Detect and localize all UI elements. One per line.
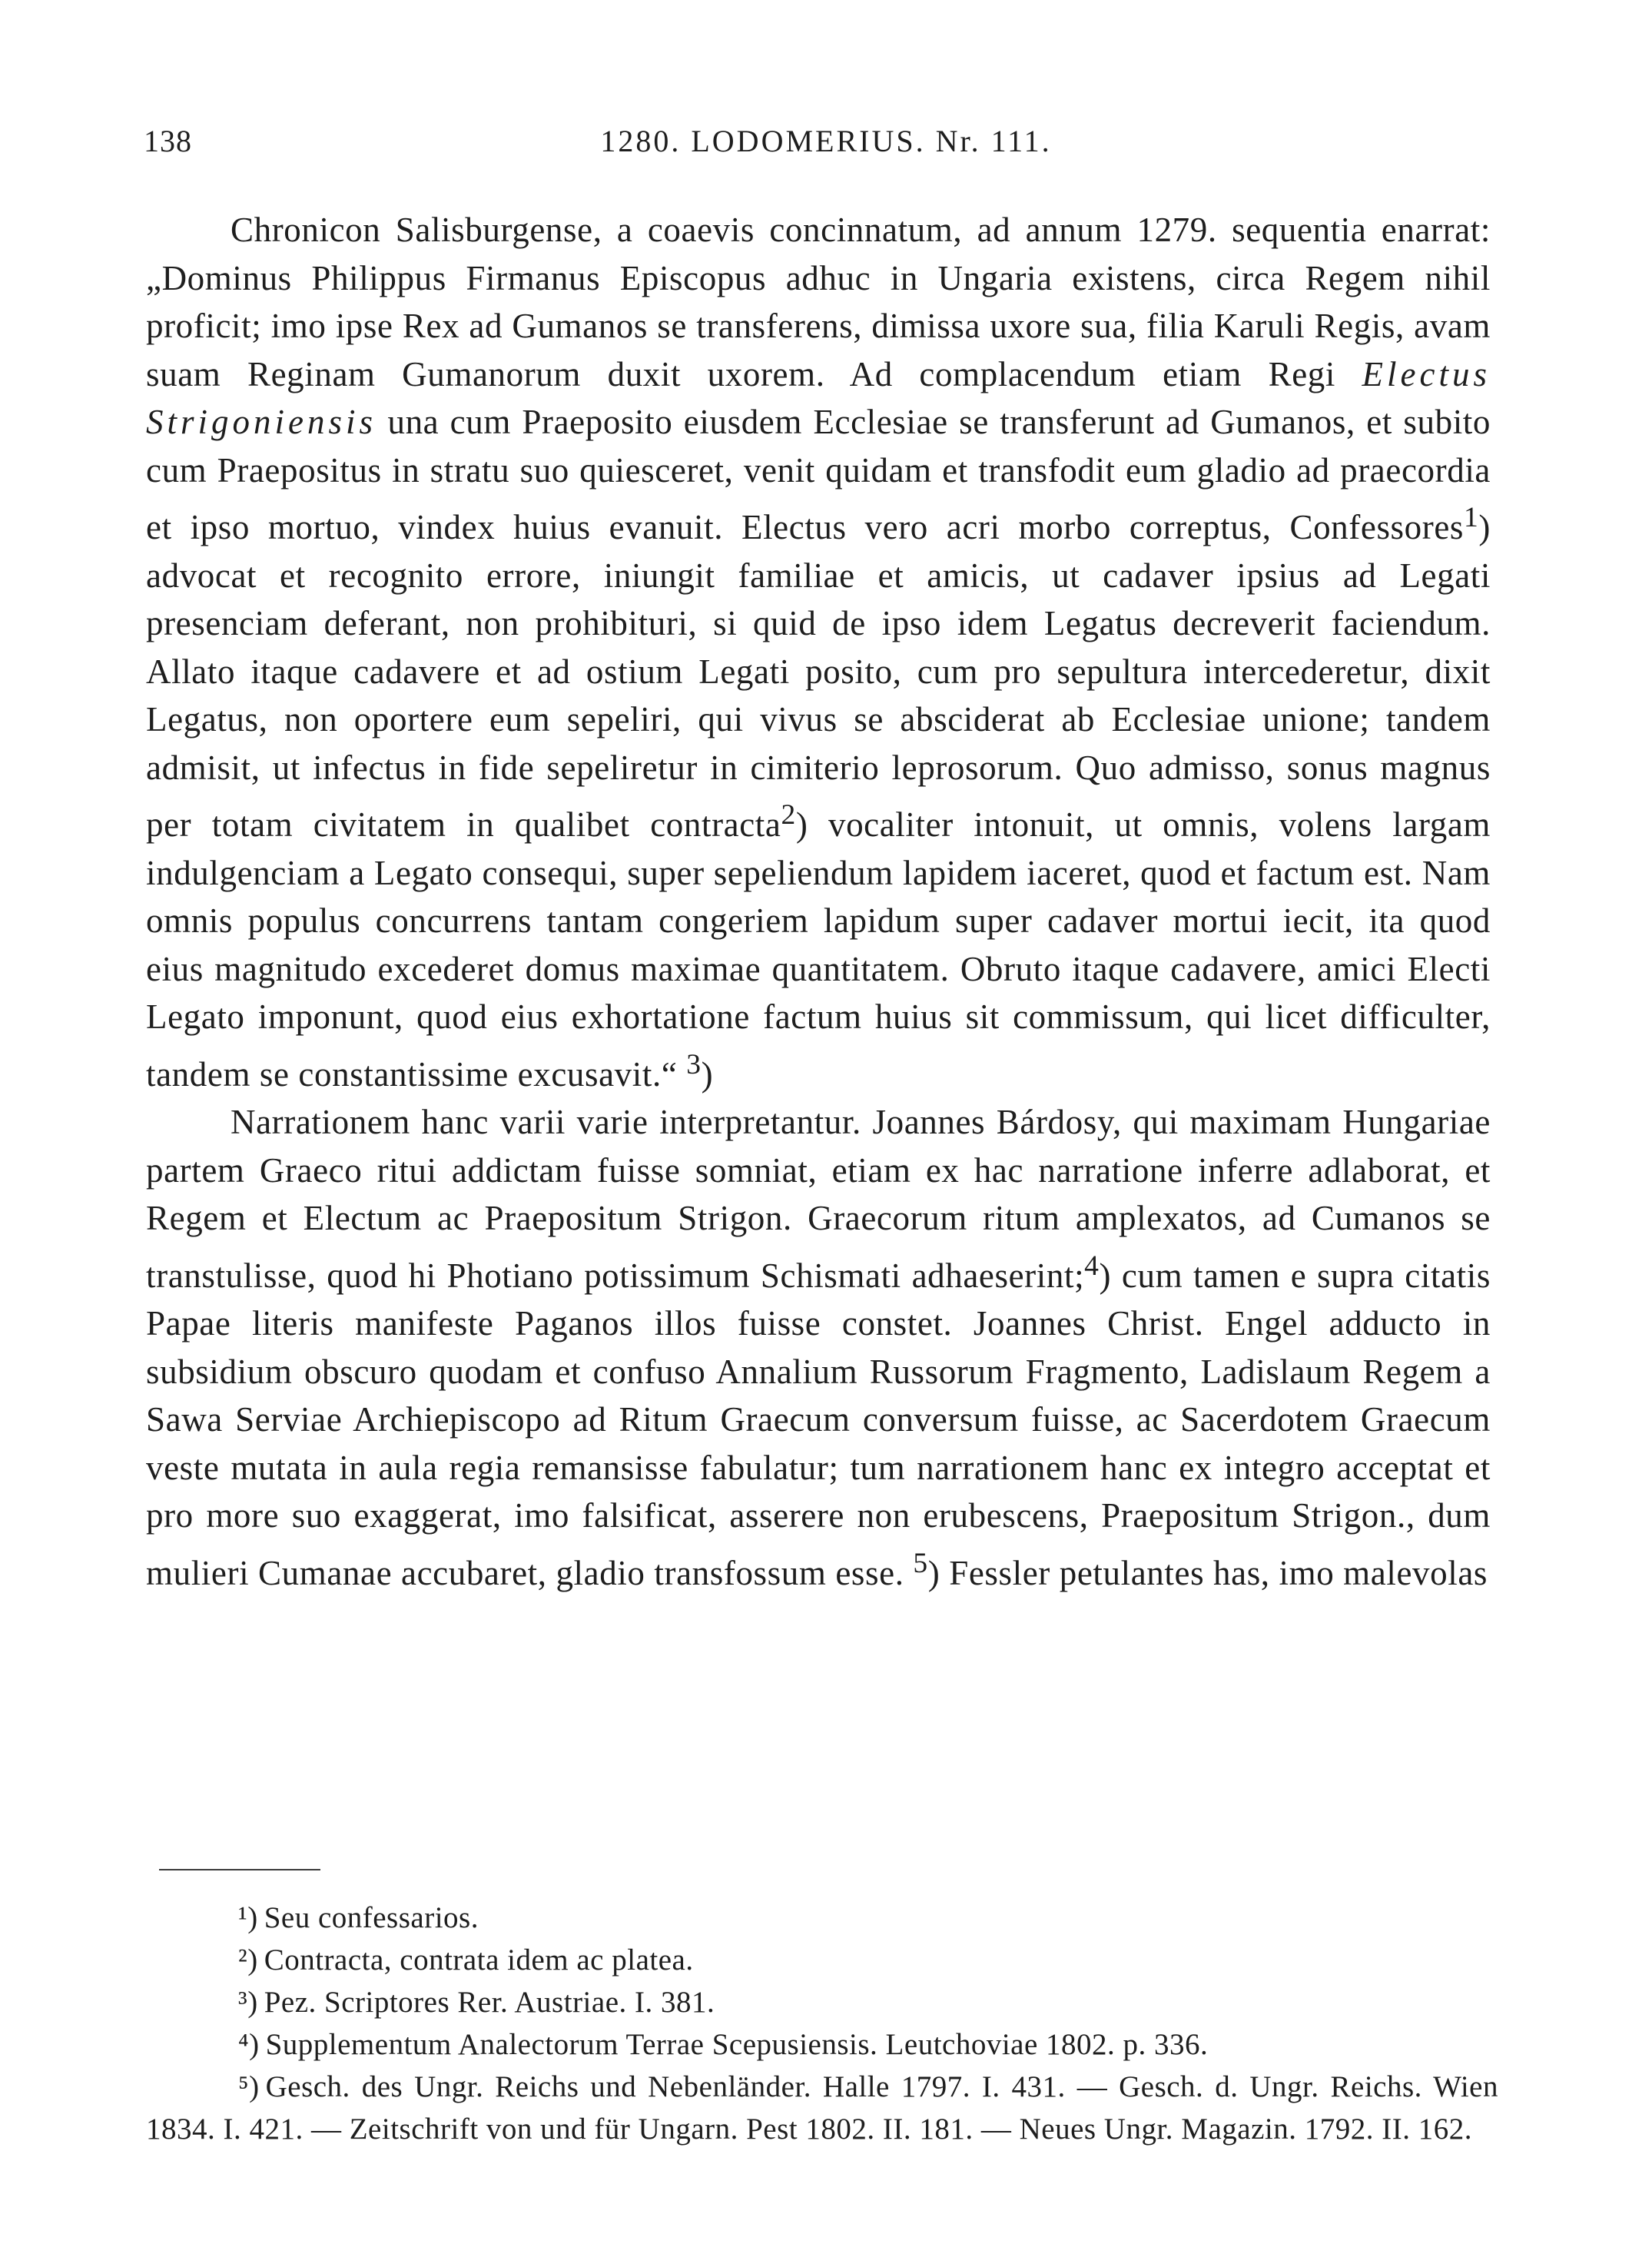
footnote-3 xyxy=(146,1981,1498,2023)
footnote-marker: ¹) xyxy=(238,1901,258,1934)
footnote-4 xyxy=(146,2023,1498,2066)
footnote-marker: ⁵) xyxy=(238,2070,260,2103)
footnote-text: Gesch. des Ungr. Reichs und Nebenländer. Halle 1797. I. 431. — Gesch. d. Ungr. Reichs. Wien 1834. I. 421. — Zeitschrift von und für Ungarn. Pest 1802. II. 181. — Neues Ungr. Magazin. 1792. II. 162. xyxy=(146,2070,1498,2146)
footnote-text: Seu confessarios. xyxy=(264,1901,479,1934)
footnote-text: Pez. Scriptores Rer. Austriae. I. 381. xyxy=(264,1986,715,2019)
footnote-2 xyxy=(146,1939,1498,1981)
footnote-ref: 3 xyxy=(686,1048,702,1080)
text-run: ) advocat et recognito errore, iniungit familiae et amicis, ut cadaver ipsius ad Legati presenciam deferant, non prohibituri, si quid de ipso idem Legatus decreverit faciendum. Allato itaque cadavere et ad ostium Legati posito, cum pro sepultura intercederetur, dixit Legatus, non oportere eum sepeliri, qui vivus se absciderat ab Ecclesiae unione; tandem admisit, ut infectus in fide sepeliretur in cimiterio leprosorum. Quo admisso, sonus magnus per totam civitatem in qualibet contracta xyxy=(146,508,1491,844)
text-run: ) vocaliter intonuit, ut omnis, volens largam indulgenciam a Legato consequi, super sepeliendum lapidem iaceret, quod et factum est. Nam omnis populus concurrens tantam congeriem lapidum super cadaver mortui iecit, ita quod eius magnitudo excederet domus maximae quantitatem. Obruto itaque cadavere, amici Electi Legato imponunt, quod eius exhortatione factum huius sit commissum, qui licet difficulter, tandem se constantissime excusavit.“ xyxy=(146,805,1491,1094)
text-run: ) xyxy=(701,1054,714,1094)
footnote-ref: 2 xyxy=(781,799,796,831)
page-number: 138 xyxy=(144,124,192,158)
text-run: una cum Praeposito eiusdem Ecclesiae se transferunt ad Gumanos, et subito cum Praepositus in stratu suo quiesceret, venit quidam et transfodit eum gladio ad praecordia et ipso mortuo, vindex huius evanuit. Electus vero acri morbo correptus, Confessores xyxy=(146,403,1491,546)
paragraph-1 xyxy=(146,206,1491,1098)
text-run: ) cum tamen e supra citatis Papae literis manifeste Paganos illos fuisse constet. Joannes Christ. Engel adducto in subsidium obscuro quodam et confuso Annalium Russorum Fragmento, Ladislaum Regem a Sawa Serviae Archiepiscopo ad Ritum Graecum conversum fuisse, ac Sacerdotem Graecum veste mutata in aula regia remansisse fabulatur; tum narrationem hanc ex integro acceptat et pro more suo exaggerat, imo falsificat, asserere non erubescens, Praepositum Strigon., dum mulieri Cumanae accubaret, gladio transfossum esse. xyxy=(146,1256,1491,1592)
running-head: 1280. LODOMERIUS. Nr. 111. xyxy=(600,124,1052,158)
footnote-divider xyxy=(159,1869,320,1870)
italic-run: Electus Strigoniensis xyxy=(146,354,1491,441)
footnote-marker: ⁴) xyxy=(238,2028,260,2061)
text-run: ) Fessler petulantes has, imo malevolas xyxy=(927,1553,1488,1592)
footnote-ref: 5 xyxy=(913,1547,928,1579)
text-run: Narrationem hanc varii varie interpretantur. Joannes Bárdosy, qui maximam Hungariae partem Graeco ritui addictam fuisse somniat, etiam ex hac narratione inferre adlaborat, et Regem et Electum ac Praepositum Strigon. Graecorum ritum amplexatos, ad Cumanos se transtulisse, quod hi Photiano potissimum Schismati adhaeserint; xyxy=(146,1103,1491,1295)
footnote-ref: 1 xyxy=(1464,502,1479,533)
paragraph-2 xyxy=(146,1098,1491,1597)
footnote-text: Supplementum Analectorum Terrae Scepusiensis. Leutchoviae 1802. p. 336. xyxy=(265,2028,1209,2061)
footnote-5 xyxy=(146,2066,1498,2150)
footnote-marker: ³) xyxy=(238,1986,258,2019)
footnote-ref: 4 xyxy=(1084,1250,1100,1282)
footnotes xyxy=(146,1897,1498,2150)
footnote-1 xyxy=(146,1897,1498,1939)
footnote-marker: ²) xyxy=(238,1943,258,1977)
text-run: Chronicon Salisburgense, a coaevis concinnatum, ad annum 1279. sequentia enarrat: „Dominus Philippus Firmanus Episcopus adhuc in Ungaria existens, circa Regem nihil proficit; imo ipse Rex ad Gumanos se transferens, dimissa uxore sua, filia Karuli Regis, avam suam Reginam Gumanorum duxit uxorem. Ad complacendum etiam Regi xyxy=(146,211,1491,393)
footnote-text: Contracta, contrata idem ac platea. xyxy=(264,1943,694,1977)
main-text xyxy=(146,206,1491,1597)
